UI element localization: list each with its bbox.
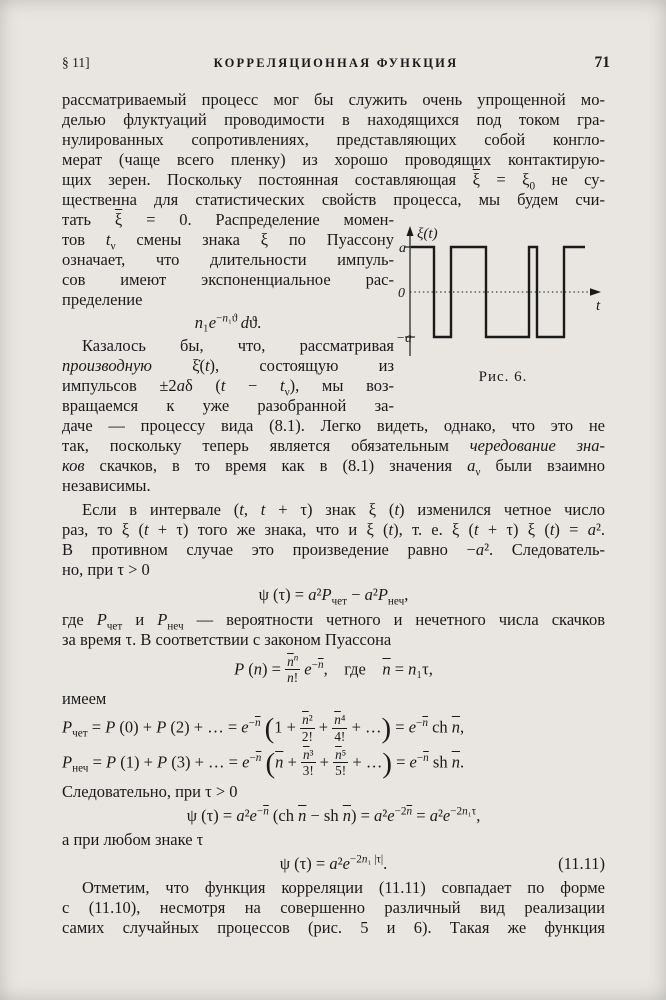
- text-line: где $P_{чет}$ и $P_{неч}$ — вероятности четного и нечетного числа скачков: [62, 610, 605, 633]
- page-number: 71: [594, 54, 610, 71]
- text-line: но, при τ > 0: [62, 560, 150, 579]
- running-title: КОРРЕЛЯЦИОННАЯ ФУНКЦИЯ: [213, 56, 459, 70]
- text-line: импульсов ±2aδ $(t - t_\nu)$, мы воз-: [62, 376, 395, 399]
- eq-psi-even-odd-formula: ψ $(\tau) = a^2P_{чет} - a^2P_{неч}$,: [258, 585, 409, 608]
- text-line: тов $t_\nu$ смены знака ξ по Пуассону: [62, 230, 394, 253]
- eq-p-odd-formula: $P_{неч} = P$ (1) + P (3) + … = $e^{-\overline{n}}$ ($\overline{n}$ + $\frac{\overline{n}^3}{3!}$ + $\frac{\overline{n}^5}{5!}$ + …) = $e^{-\overline{n}}$ sh $\overline{n}$.: [62, 746, 465, 780]
- text-line: делью флуктуаций проводимости в находящихся под током гра-: [62, 110, 605, 129]
- y-axis-arrow-icon: [407, 226, 414, 236]
- para-8: [62, 878, 605, 938]
- text-line: означает, что длительности импуль-: [62, 250, 394, 269]
- text-line: тать $\overline{\xi} = 0$. Распределение момен-: [62, 210, 395, 229]
- eq-psi-positive-tau: [62, 806, 605, 826]
- level-a-label: a: [399, 241, 406, 256]
- para-2-wrap: [62, 336, 394, 416]
- eq-11-11-formula: ψ $(\tau) = a^2e^{-2n_1 |\tau|}$.: [279, 853, 388, 874]
- para-5: [62, 689, 605, 709]
- text-column: [62, 90, 605, 938]
- text-line: сов имеют экспоненциальное рас-: [62, 270, 394, 289]
- para-2-cont: [62, 416, 605, 496]
- text-line: производную ξ̇(t), состоящую из: [62, 356, 394, 375]
- text-line: вращаемся к уже разобранной за-: [62, 396, 394, 415]
- text-line: ков скачков, в то время как в (8.1) значения $a_\nu$ были взаимно: [62, 456, 606, 479]
- page-header: [62, 54, 610, 72]
- text-line: так, поскольку теперь является обязательным чередование зна-: [62, 436, 605, 455]
- para-3: [62, 500, 605, 580]
- para-7: [62, 830, 605, 850]
- level-minus-a-label: −a: [396, 330, 412, 345]
- para-6: [62, 782, 605, 802]
- eq-p-odd: [62, 747, 605, 778]
- eq-exponential-formula: $n_1e^{-n_1ϑ}$ dϑ.: [194, 312, 262, 332]
- text-line: мерат (чаще всего пленку) из хорошо проводящих контактирую-: [62, 150, 605, 169]
- text-line: нулированных сопротивлениях, представляющих собой конгло-: [62, 130, 605, 149]
- x-axis-label: t: [596, 298, 601, 314]
- para-1: [62, 90, 605, 210]
- text-line: а при любом знаке τ: [62, 830, 204, 850]
- section-ref: § 11]: [62, 55, 90, 70]
- text-line: щественна для статистических свойств процесса, мы будем счи-: [62, 190, 605, 209]
- text-line: Следовательно, при τ > 0: [62, 782, 238, 802]
- text-line: пределение: [62, 290, 143, 309]
- text-line: независимы.: [62, 476, 151, 495]
- t-axis-arrow-icon: [590, 288, 601, 296]
- eq-poisson: [62, 654, 605, 685]
- y-axis-label: ξ(t): [417, 226, 438, 242]
- text-line: имеем: [62, 689, 107, 709]
- eq-psi-positive-tau-formula: ψ $(\tau) = a^2e^{-\overline{n}}$ (ch $\overline{n}$ − sh $\overline{n}) = a^2e^{-2\overline{n}} = a^2e^{-2n_1\tau}$,: [186, 805, 481, 826]
- text-line: с (11.10), несмотря на совершенно различный вид реализации: [62, 898, 605, 918]
- equation-number: (11.11): [558, 854, 605, 874]
- zero-label: 0: [398, 286, 405, 301]
- eq-exponential: [62, 313, 394, 333]
- eq-11-11: [62, 854, 605, 874]
- square-wave-plot: [396, 224, 610, 364]
- text-line: щих зерен. Поскольку постоянная составляющая $\overline{\xi} = \xi_0$ не су-: [62, 170, 605, 193]
- text-line: самих случайных процессов (рис. 5 и 6). Такая же функция: [62, 918, 605, 938]
- eq-psi-even-odd: [62, 585, 605, 608]
- text-line: рассматриваемый процесс мог бы служить очень упрощенной мо-: [62, 90, 605, 109]
- text-line: В противном случае это произведение равно −a². Следователь-: [62, 540, 605, 559]
- text-line: Отметим, что функция корреляции (11.11) совпадает по форме: [82, 878, 605, 898]
- text-line: за время τ. В соответствии с законом Пуассона: [62, 630, 392, 649]
- text-line: раз, то ξ (t + τ) того же знака, что и ξ (t), т. е. ξ (t + τ) ξ (t) = a².: [62, 520, 606, 539]
- text-line: Если в интервале (t, t + τ) знак ξ (t) изменился четное число: [82, 500, 606, 519]
- para-1-wrap: [62, 210, 394, 310]
- figure-6: [396, 224, 610, 386]
- eq-p-even: [62, 712, 605, 743]
- eq-poisson-formula: P (n) = $\frac{\overline{n}^n}{n!}$ $e^{-\overline{n}}$, где $\overline{n} = n_1\tau$,: [234, 652, 433, 686]
- text-line: даче — процессу вида (8.1). Легко видеть, однако, что это не: [62, 416, 605, 435]
- figure-caption: Рис. 6.: [478, 369, 528, 385]
- text-line: Казалось бы, что, рассматривая: [82, 336, 394, 355]
- para-4: [62, 610, 605, 650]
- eq-p-even-formula: $P_{чет} = P$ (0) + P (2) + … = $e^{-\overline{n}}$ (1 + $\frac{\overline{n}^2}{2!}$ + $\frac{\overline{n}^4}{4!}$ + …) = $e^{-\overline{n}}$ ch $\overline{n}$,: [62, 712, 465, 745]
